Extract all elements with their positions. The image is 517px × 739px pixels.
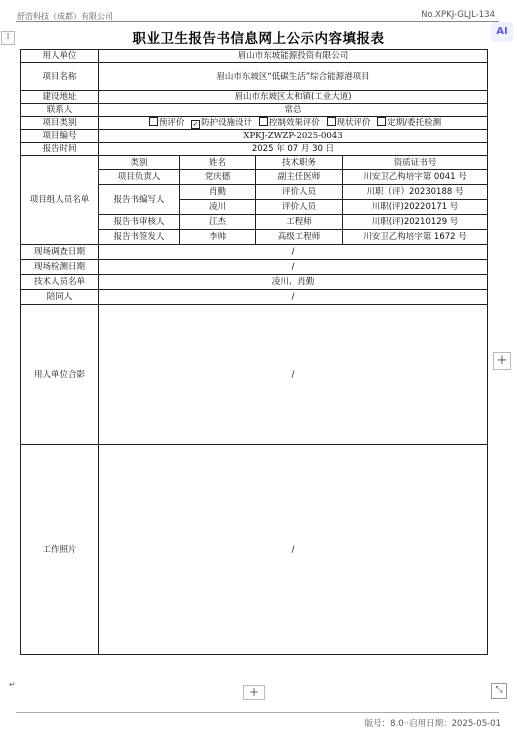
category-option[interactable]: 控制效果评价 (255, 118, 320, 128)
member-category: 项目负责人 (99, 170, 180, 185)
ai-assistant-button[interactable]: AI (491, 22, 513, 42)
category-option[interactable]: ✓ 防护设施设计 (192, 118, 253, 128)
contact-value[interactable]: 常总 (99, 104, 488, 117)
header-divider (16, 21, 499, 22)
disclosure-form-table (20, 49, 488, 655)
member-name[interactable]: 凌川 (180, 200, 256, 215)
member-name[interactable]: 江杰 (180, 215, 256, 230)
member-cert[interactable]: 川安卫乙构培字第 1672 号 (343, 230, 488, 245)
category-option[interactable]: 定期/委托检测 (373, 118, 441, 128)
row-contact (21, 104, 488, 117)
contact-label: 联系人 (21, 104, 99, 117)
member-title[interactable]: 高级工程师 (256, 230, 343, 245)
employer-value[interactable]: 眉山市东坡能源投资有限公司 (99, 50, 488, 63)
footer-version: 版号：8.0··启用日期：2025-05-01 (364, 719, 501, 729)
members-header-cert: 资质证书号 (343, 156, 488, 170)
survey-date-value[interactable]: / (99, 245, 488, 260)
escort-value[interactable]: / (99, 290, 488, 305)
header-company: 舒浩科技（成都）有限公司 (17, 12, 113, 21)
detection-date-label: 现场检测日期 (21, 260, 99, 275)
members-label: 项目组人员名单 (21, 156, 99, 245)
checkbox-icon[interactable] (327, 117, 336, 126)
employer-photo-value[interactable]: / (99, 305, 488, 445)
row-category (21, 117, 488, 130)
row-project-no (21, 130, 488, 143)
row-employer-photo (21, 305, 488, 445)
project-no-value[interactable]: XPKJ-ZWZP-2025-0043 (99, 130, 488, 143)
row-escort (21, 290, 488, 305)
footer-divider (16, 712, 499, 713)
project-name-label: 项目名称 (21, 63, 99, 91)
row-tech-staff (21, 275, 488, 290)
address-label: 建设地址 (21, 91, 99, 104)
category-option[interactable]: 现状评价 (323, 118, 371, 128)
member-cert[interactable]: 川安卫乙构培字第 0041 号 (343, 170, 488, 185)
member-category: 报告书签发人 (99, 230, 180, 245)
project-name-value[interactable]: 眉山市东坡区“低碳生活”综合能源港项目 (99, 63, 488, 91)
table-resize-handle-icon[interactable]: ⤡ (491, 683, 507, 699)
report-date-label: 报告时间 (21, 143, 99, 156)
checkbox-checked-icon[interactable]: ✓ (192, 120, 199, 128)
category-options (99, 117, 488, 130)
members-header-row (21, 156, 488, 170)
work-photo-value[interactable]: / (99, 445, 488, 655)
checkbox-icon[interactable] (377, 117, 386, 126)
tech-staff-value[interactable]: 凌川、肖勤 (99, 275, 488, 290)
member-cert[interactable]: 川职（评）20230188 号 (343, 185, 488, 200)
row-survey-date (21, 245, 488, 260)
header-doc-number: No.XPKJ-GLJL-134 (421, 10, 495, 20)
row-project-name (21, 63, 488, 91)
member-name[interactable]: 肖勤 (180, 185, 256, 200)
member-cert[interactable]: 川职(评)20210129 号 (343, 215, 488, 230)
address-value[interactable]: 眉山市东坡区太和镇(工业大道) (99, 91, 488, 104)
member-cert[interactable]: 川职(评)20220171 号 (343, 200, 488, 215)
page-title: 职业卫生报告书信息网上公示内容填报表 (132, 31, 385, 47)
project-no-label: 项目编号 (21, 130, 99, 143)
member-name[interactable]: 李帅 (180, 230, 256, 245)
employer-photo-label: 用人单位合影 (21, 305, 99, 445)
member-category: 报告书审核人 (99, 215, 180, 230)
add-row-plus-icon[interactable]: + (243, 685, 265, 700)
row-employer (21, 50, 488, 63)
member-title[interactable]: 副主任医师 (256, 170, 343, 185)
paragraph-mark-icon: ↵ (9, 680, 16, 689)
row-work-photo (21, 445, 488, 655)
survey-date-label: 现场调查日期 (21, 245, 99, 260)
member-title[interactable]: 评价人员 (256, 185, 343, 200)
employer-label: 用人单位 (21, 50, 99, 63)
member-name[interactable]: 党庆德 (180, 170, 256, 185)
member-title[interactable]: 工程师 (256, 215, 343, 230)
row-report-date (21, 143, 488, 156)
members-header-title: 技术职务 (256, 156, 343, 170)
category-label: 项目类别 (21, 117, 99, 130)
tech-staff-label: 技术人员名单 (21, 275, 99, 290)
member-category: 报告书编写人 (99, 185, 180, 215)
checkbox-icon[interactable] (149, 117, 158, 126)
table-move-handle-icon[interactable]: ⁞ (1, 31, 15, 45)
members-header-category: 类别 (99, 156, 180, 170)
members-header-name: 姓名 (180, 156, 256, 170)
escort-label: 陪同人 (21, 290, 99, 305)
member-title[interactable]: 评价人员 (256, 200, 343, 215)
report-date-value[interactable]: 2025 年 07 月 30 日 (99, 143, 488, 156)
checkbox-icon[interactable] (259, 117, 268, 126)
row-detection-date (21, 260, 488, 275)
category-option[interactable]: 预评价 (145, 118, 185, 128)
add-column-plus-icon[interactable]: + (493, 352, 511, 370)
work-photo-label: 工作照片 (21, 445, 99, 655)
detection-date-value[interactable]: / (99, 260, 488, 275)
row-address (21, 91, 488, 104)
